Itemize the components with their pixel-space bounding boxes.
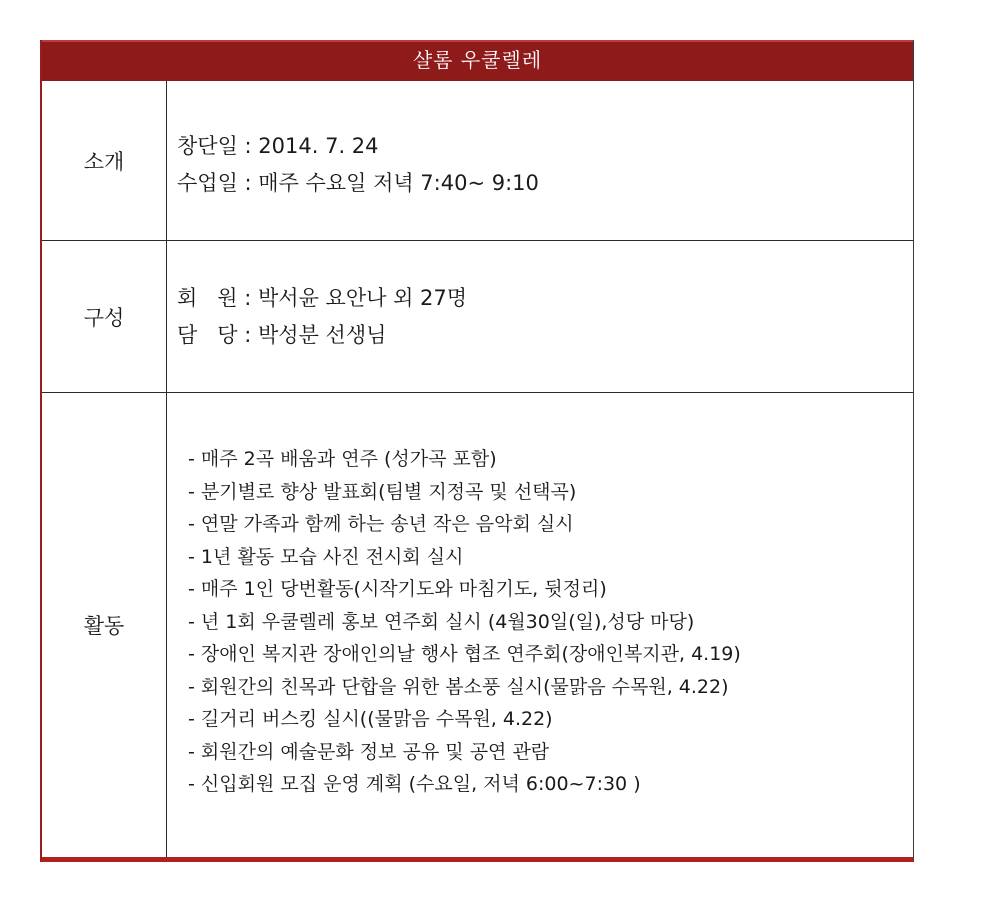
activities-list	[167, 393, 913, 857]
class-schedule-line: 수업일 : 매주 수요일 저녁 7:40~ 9:10	[177, 171, 539, 195]
list-item: - 1년 활동 모습 사진 전시회 실시	[188, 545, 464, 568]
list-item: - 년 1회 우쿨렐레 홍보 연주회 실시 (4월30일(일),성당 마당)	[188, 610, 695, 633]
list-item: - 신입회원 모집 운영 계획 (수요일, 저녁 6:00~7:30 )	[188, 773, 641, 795]
row-introduction	[42, 81, 913, 240]
list-item: - 매주 2곡 배움과 연주 (성가곡 포함)	[188, 448, 497, 470]
list-item: - 장애인 복지관 장애인의날 행사 협조 연주회(장애인복지관, 4.19)	[188, 643, 741, 665]
composition-content	[167, 241, 913, 392]
list-item: - 회원간의 친목과 단합을 위한 봄소풍 실시(물맑음 수목원, 4.22)	[188, 675, 729, 698]
list-item: - 길거리 버스킹 실시((물맑음 수목원, 4.22)	[188, 708, 553, 730]
list-item: - 연말 가족과 함께 하는 송년 작은 음악회 실시	[188, 513, 574, 535]
introduction-content	[167, 81, 913, 240]
club-info-table	[40, 40, 914, 862]
instructor-line: 담 당 : 박성분 선생님	[177, 323, 387, 347]
row-label-composition: 구성	[42, 241, 167, 392]
row-composition	[42, 240, 913, 392]
table-title: 샬롬 우쿨렐레	[42, 40, 913, 81]
list-item: - 매주 1인 당번활동(시작기도와 마침기도, 뒷정리)	[188, 578, 607, 600]
row-label-introduction: 소개	[42, 81, 167, 240]
row-activities	[42, 392, 913, 857]
members-line: 회 원 : 박서윤 요안나 외 27명	[177, 286, 468, 310]
row-label-activities: 활동	[42, 393, 167, 857]
list-item: - 분기별로 향상 발표회(팀별 지정곡 및 선택곡)	[188, 480, 577, 503]
founding-date-line: 창단일 : 2014. 7. 24	[177, 134, 379, 158]
list-item: - 회원간의 예술문화 정보 공유 및 공연 관람	[188, 740, 550, 763]
